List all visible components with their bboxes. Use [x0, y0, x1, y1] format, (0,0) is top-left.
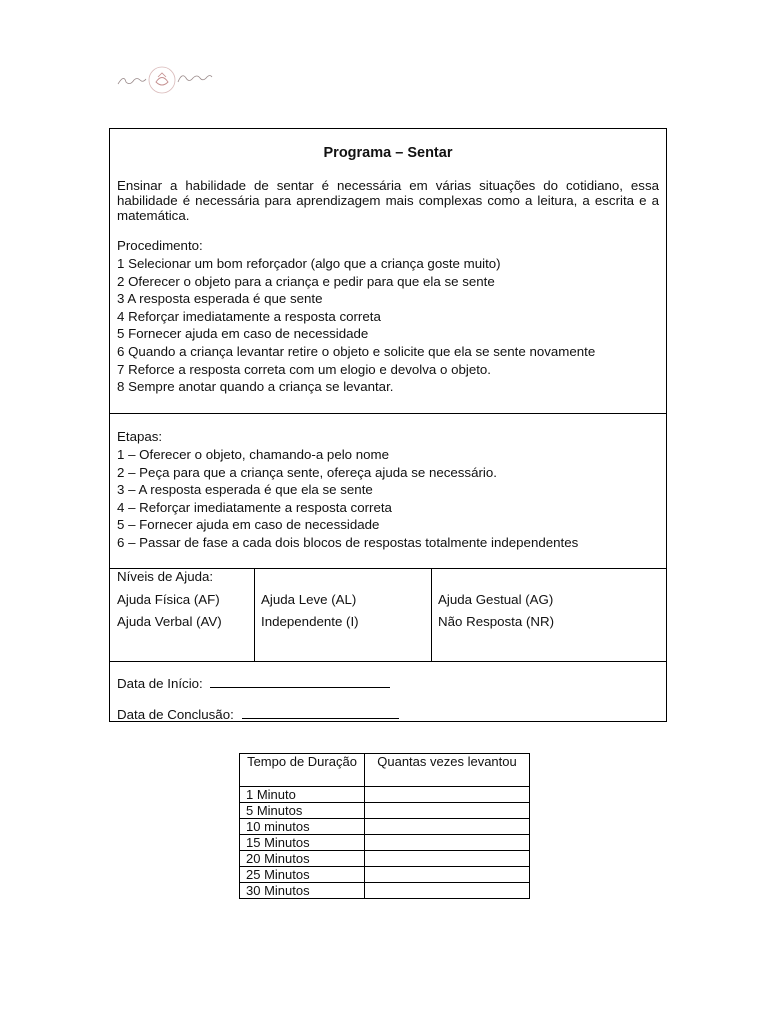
procedure-step: 5 Fornecer ajuda em caso de necessidade: [117, 326, 369, 342]
column-header-duration: Tempo de Duração: [240, 754, 365, 787]
count-cell[interactable]: [365, 819, 530, 835]
procedure-step: 6 Quando a criança levantar retire o objeto e solicite que ela se sente novamente: [117, 343, 596, 359]
start-date-row: [117, 676, 390, 691]
duration-cell: 1 Minuto: [240, 787, 365, 803]
column-divider: [254, 568, 255, 661]
help-level: Ajuda Leve (AL): [261, 592, 357, 607]
table-row: [240, 787, 530, 803]
table-header-row: [240, 754, 530, 787]
divider: [110, 413, 666, 414]
duration-cell: 5 Minutos: [240, 803, 365, 819]
procedure-list: [117, 255, 595, 396]
stage-item: 6 – Passar de fase a cada dois blocos de respostas totalmente independentes: [117, 534, 579, 550]
duration-cell: 15 Minutos: [240, 835, 365, 851]
help-level: Independente (I): [261, 614, 359, 629]
procedure-step: 3 A resposta esperada é que sente: [117, 291, 323, 307]
program-intro: Ensinar a habilidade de sentar é necessária em várias situações do cotidiano, essa habilidade é necessária para aprendizagem mais complexas como a leitura, a escrita e a matemática.: [117, 178, 659, 223]
stages-list: [117, 446, 578, 552]
count-cell[interactable]: [365, 803, 530, 819]
duration-cell: 20 Minutos: [240, 851, 365, 867]
procedure-step: 4 Reforçar imediatamente a resposta correta: [117, 308, 381, 324]
table-row: [240, 803, 530, 819]
column-header-count: Quantas vezes levantou: [365, 754, 530, 787]
procedure-step: 1 Selecionar um bom reforçador (algo que a criança goste muito): [117, 256, 501, 271]
table-row: [240, 851, 530, 867]
end-date-field[interactable]: [242, 707, 399, 719]
help-level: Não Resposta (NR): [438, 614, 555, 629]
help-level: Ajuda Física (AF): [117, 592, 220, 607]
table-row: [240, 835, 530, 851]
program-box: [109, 128, 667, 722]
help-levels-label: Níveis de Ajuda:: [117, 569, 214, 584]
start-date-field[interactable]: [210, 676, 390, 688]
stage-item: 2 – Peça para que a criança sente, ofereça ajuda se necessário.: [117, 464, 497, 480]
stage-item: 5 – Fornecer ajuda em caso de necessidade: [117, 517, 380, 533]
stage-item: 1 – Oferecer o objeto, chamando-a pelo nome: [117, 447, 390, 462]
column-divider: [431, 568, 432, 661]
count-cell[interactable]: [365, 835, 530, 851]
help-level: Ajuda Verbal (AV): [117, 614, 222, 629]
table-row: [240, 819, 530, 835]
logo: [112, 58, 224, 102]
table-row: [240, 883, 530, 899]
procedure-step: 7 Reforce a resposta correta com um elogio e devolva o objeto.: [117, 361, 491, 377]
count-cell[interactable]: [365, 867, 530, 883]
duration-cell: 25 Minutos: [240, 867, 365, 883]
program-title: Programa – Sentar: [323, 145, 453, 161]
count-cell[interactable]: [365, 787, 530, 803]
procedure-label: Procedimento:: [117, 238, 203, 253]
end-date-label: Data de Conclusão:: [117, 707, 234, 722]
stage-item: 4 – Reforçar imediatamente a resposta correta: [117, 499, 392, 515]
duration-cell: 30 Minutos: [240, 883, 365, 899]
duration-cell: 10 minutos: [240, 819, 365, 835]
table-row: [240, 867, 530, 883]
duration-table: [239, 753, 530, 899]
divider: [110, 661, 666, 662]
stages-label: Etapas:: [117, 429, 163, 444]
end-date-row: [117, 707, 399, 722]
procedure-step: 8 Sempre anotar quando a criança se levantar.: [117, 379, 394, 395]
stage-item: 3 – A resposta esperada é que ela se sente: [117, 482, 373, 498]
count-cell[interactable]: [365, 883, 530, 899]
start-date-label: Data de Início:: [117, 676, 203, 691]
logo-graphic: [112, 58, 224, 102]
procedure-step: 2 Oferecer o objeto para a criança e pedir para que ela se sente: [117, 273, 495, 289]
count-cell[interactable]: [365, 851, 530, 867]
help-level: Ajuda Gestual (AG): [438, 592, 554, 607]
